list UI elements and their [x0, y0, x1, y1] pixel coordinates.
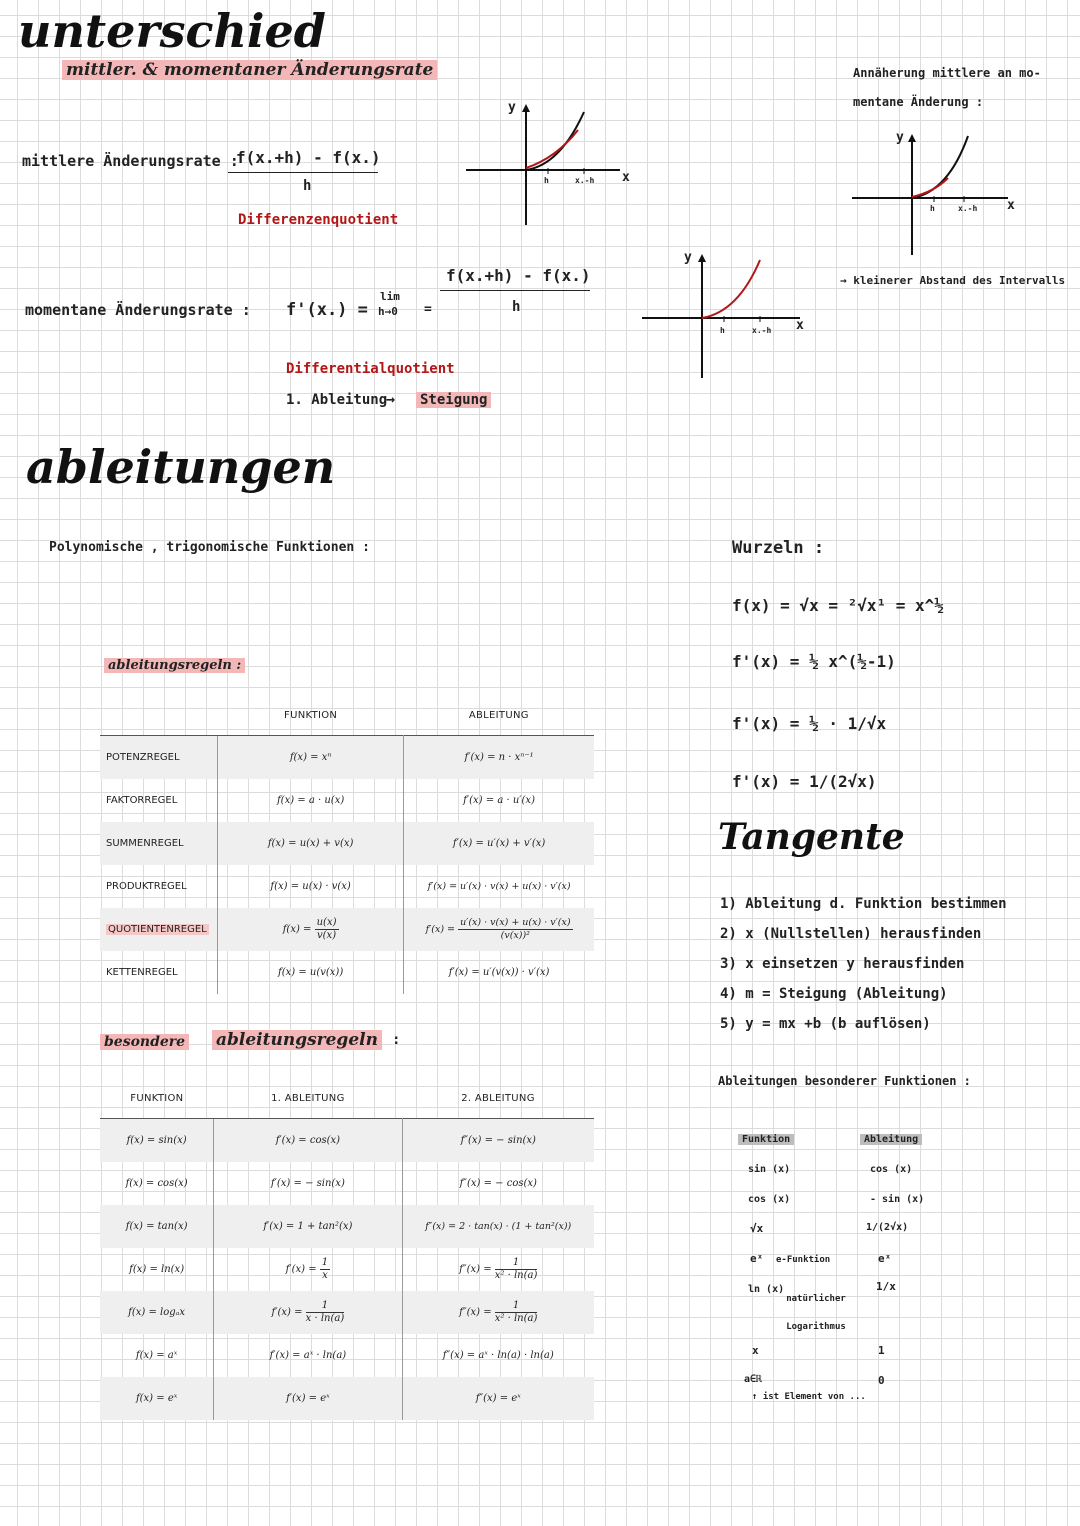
momentane-fraction-line — [440, 290, 590, 291]
special-function: f(x) = cos(x) — [125, 1177, 188, 1189]
besondere-row-function: eˣ — [750, 1252, 764, 1265]
mittlere-denominator: h — [303, 178, 312, 194]
fraction-numerator: u(x) — [316, 916, 337, 928]
besondere-row-derivative: eˣ — [878, 1252, 892, 1265]
differenzenquotient-label: Differenzenquotient — [238, 212, 399, 228]
ableitungsregeln-heading: ableitungsregeln : — [104, 658, 245, 673]
side-note-line2: mentane Änderung : — [853, 95, 984, 109]
fraction — [320, 1257, 330, 1282]
rules-col-derivative: ABLEITUNG — [468, 709, 529, 721]
momentane-fprime: f'(x.) = — [286, 300, 368, 320]
table-row — [100, 908, 594, 951]
besondere-col-ableitung: Ableitung — [860, 1134, 922, 1145]
element-of-note: ↑ ist Element von ... — [752, 1392, 866, 1402]
rule-name: FAKTORREGEL — [106, 794, 178, 806]
ableitungen-title: ableitungen — [26, 440, 336, 494]
special-col-second: 2. ABLEITUNG — [461, 1092, 535, 1104]
rule-name: KETTENREGEL — [106, 966, 178, 978]
besondere-row-function: ln (x) — [748, 1284, 785, 1295]
graph1-h-label: h — [544, 176, 549, 185]
rule-function-left: f(x) = — [282, 923, 312, 935]
graph1-x-label: x — [622, 170, 630, 185]
fraction-left: f″(x) = — [459, 1306, 492, 1318]
fraction-denominator: x · ln(a) — [305, 1312, 345, 1324]
fraction — [495, 1257, 538, 1282]
special-first-derivative: f′(x) = aˣ · ln(a) — [214, 1334, 402, 1377]
fraction-left: f′(x) = — [271, 1306, 303, 1318]
rule-derivative: f′(x) = u′(v(x)) · v′(x) — [448, 966, 550, 978]
table-row — [100, 1248, 594, 1291]
momentane-label: momentane Änderungsrate : — [25, 301, 251, 319]
special-function: f(x) = eˣ — [100, 1377, 214, 1420]
fraction-denominator: x² · ln(a) — [494, 1269, 538, 1281]
arrow-to-steigung: → — [386, 390, 396, 408]
lim-bottom: h→0 — [378, 305, 398, 318]
table-row — [100, 1291, 594, 1334]
table-row — [100, 1119, 594, 1162]
besondere-row-note: natürlicher Logarithmus — [786, 1294, 846, 1332]
table-row — [100, 1334, 594, 1377]
tangente-step: 1) Ableitung d. Funktion bestimmen — [720, 896, 1007, 912]
tangente-step: 3) x einsetzen y herausfinden — [720, 956, 965, 972]
wurzeln-line4: f'(x) = 1/(2√x) — [732, 772, 877, 791]
graph1-y-label: y — [508, 100, 516, 115]
besondere-col-funktion: Funktion — [738, 1134, 794, 1145]
rule-function: f(x) = u(x) + v(x) — [218, 822, 404, 865]
graph2-h-label: h — [720, 326, 725, 335]
fraction-numerator: 1 — [495, 1300, 538, 1313]
page-title: unterschied — [18, 4, 326, 58]
wurzeln-title: Wurzeln : — [732, 538, 825, 558]
rule-derivative-fraction — [458, 917, 572, 942]
rule-name — [100, 908, 218, 951]
rule-derivative: f′(x) = a · u′(x) — [463, 794, 535, 806]
table-row — [100, 1162, 594, 1205]
besondere-row-function: a∈ℝ — [744, 1374, 763, 1385]
besondere-row-derivative: cos (x) — [870, 1164, 913, 1175]
secant-graph — [460, 100, 640, 230]
special-second-derivative: f″(x) = − sin(x) — [402, 1119, 594, 1162]
special-second-derivative: f″(x) = − cos(x) — [459, 1177, 537, 1189]
lim-top: lim — [380, 290, 400, 303]
graph2-y-label: y — [684, 250, 692, 265]
tangente-step: 4) m = Steigung (Ableitung) — [720, 986, 948, 1002]
fraction-denominator: (v(x))² — [500, 929, 530, 941]
fraction-left: f′(x) = — [285, 1263, 317, 1275]
special-function: f(x) = sin(x) — [100, 1119, 214, 1162]
tangente-title: Tangente — [718, 816, 905, 858]
rule-function-fraction — [315, 917, 339, 942]
fraction-denominator: x² · ln(a) — [494, 1312, 538, 1324]
differentialquotient-label: Differentialquotient — [286, 361, 455, 377]
rule-derivative — [404, 908, 594, 951]
momentane-denominator: h — [512, 299, 521, 315]
graph3-y-label: y — [896, 130, 904, 145]
wurzeln-line2: f'(x) = ½ x^(½-1) — [732, 652, 896, 671]
special-function: f(x) = ln(x) — [129, 1263, 185, 1275]
besondere-row-function: √x — [750, 1222, 764, 1235]
fraction — [495, 1300, 538, 1325]
table-row — [100, 822, 594, 865]
ableitung-label: 1. Ableitung — [286, 392, 388, 408]
rules-table — [100, 695, 594, 994]
table-row — [100, 779, 594, 822]
rule-function: f(x) = a · u(x) — [218, 779, 404, 822]
special-first-derivative: f′(x) = − sin(x) — [214, 1162, 402, 1205]
special-second-derivative: f″(x) = eˣ — [402, 1377, 594, 1420]
steigung-label: Steigung — [416, 392, 491, 408]
special-second-derivative — [402, 1291, 594, 1334]
approximation-graph — [848, 130, 1028, 260]
special-col-first: 1. ABLEITUNG — [271, 1092, 345, 1104]
besondere-row-derivative: 1/(2√x) — [866, 1222, 909, 1233]
mittlere-numerator: f(x.+h) - f(x.) — [236, 148, 381, 167]
graph3-x-label: x — [1007, 198, 1015, 213]
special-first-derivative: f′(x) = eˣ — [214, 1377, 402, 1420]
rule-derivative-left: f′(x) = — [425, 923, 456, 935]
mittlere-label: mittlere Änderungsrate : — [22, 152, 239, 170]
table-row — [100, 865, 594, 908]
besondere-row-function: cos (x) — [748, 1194, 791, 1205]
special-first-derivative — [214, 1248, 402, 1291]
special-function: f(x) = tan(x) — [100, 1205, 214, 1248]
wurzeln-line3: f'(x) = ½ · 1/√x — [732, 714, 887, 733]
special-first-derivative: f′(x) = cos(x) — [214, 1119, 402, 1162]
fraction-numerator: 1 — [306, 1300, 345, 1313]
tangente-step: 5) y = mx +b (b auflösen) — [720, 1016, 931, 1032]
kleiner-abstand-note: → kleinerer Abstand des Intervalls — [840, 274, 1066, 287]
besondere-row-derivative: 0 — [878, 1374, 885, 1387]
rule-name: POTENZREGEL — [100, 736, 218, 779]
momentane-numerator: f(x.+h) - f(x.) — [446, 266, 591, 285]
rule-derivative: f′(x) = u′(x) + v′(x) — [404, 822, 594, 865]
graph2-x-label: x — [796, 318, 804, 333]
fraction-denominator: v(x) — [317, 929, 337, 941]
besondere-funktionen-title: Ableitungen besonderer Funktionen : — [718, 1074, 971, 1088]
special-rules-table — [100, 1078, 594, 1420]
special-function: f(x) = aˣ — [135, 1349, 178, 1361]
rule-function — [218, 908, 404, 951]
besondere-row-note: e-Funktion — [776, 1255, 831, 1265]
besondere-row-function: x — [752, 1344, 759, 1357]
graph3-h-label: h — [930, 204, 935, 213]
special-first-derivative — [214, 1291, 402, 1334]
special-second-derivative — [402, 1248, 594, 1291]
besondere-row-derivative: - sin (x) — [870, 1194, 925, 1205]
rule-derivative: f′(x) = u′(x) · v(x) + u(x) · v′(x) — [427, 880, 571, 892]
rule-function: f(x) = xⁿ — [218, 736, 404, 779]
page-subtitle: mittler. & momentaner Änderungsrate — [62, 60, 437, 80]
table-row — [100, 1377, 594, 1420]
side-note-line1: Annäherung mittlere an mo- — [853, 66, 1041, 80]
graph3-xh-label: x.-h — [958, 204, 978, 213]
table-row — [100, 951, 594, 994]
special-first-derivative: f′(x) = 1 + tan²(x) — [214, 1205, 402, 1248]
fraction-denominator: x — [322, 1269, 328, 1281]
rule-name: PRODUKTREGEL — [106, 880, 187, 892]
mittlere-fraction-line — [228, 172, 378, 173]
tangent-graph — [640, 250, 820, 385]
rule-function: f(x) = u(x) · v(x) — [218, 865, 404, 908]
table-row — [100, 736, 594, 779]
lim-equals: = — [424, 302, 432, 317]
besondere-heading-b: ableitungsregeln — [212, 1030, 382, 1050]
besondere-heading-colon: : — [392, 1032, 401, 1048]
rule-derivative: f′(x) = n · xⁿ⁻¹ — [404, 736, 594, 779]
fraction-left: f″(x) = — [459, 1263, 492, 1275]
graph2-xh-label: x.-h — [752, 326, 772, 335]
fraction — [306, 1300, 345, 1325]
quotientenregel-highlight: QUOTIENTENREGEL — [108, 923, 207, 935]
special-col-function: FUNKTION — [130, 1092, 184, 1104]
besondere-row-derivative: 1/x — [876, 1280, 896, 1293]
fraction-numerator: 1 — [321, 1256, 329, 1268]
besondere-row-function: sin (x) — [748, 1164, 791, 1175]
rules-col-function: FUNKTION — [284, 709, 338, 721]
fraction-numerator: u′(x) · v(x) + u(x) · v′(x) — [460, 916, 571, 928]
tangente-step: 2) x (Nullstellen) herausfinden — [720, 926, 982, 942]
besondere-heading-a: besondere — [100, 1034, 189, 1050]
special-second-derivative: f″(x) = 2 · tan(x) · (1 + tan²(x)) — [402, 1205, 594, 1248]
table-row — [100, 1205, 594, 1248]
special-second-derivative: f″(x) = aˣ · ln(a) · ln(a) — [442, 1349, 554, 1361]
besondere-row-derivative: 1 — [878, 1344, 885, 1357]
rule-name: SUMMENREGEL — [100, 822, 218, 865]
wurzeln-line1: f(x) = √x = ²√x¹ = x^½ — [732, 596, 944, 615]
fraction-numerator: 1 — [495, 1257, 538, 1270]
ableitungen-subtitle: Polynomische , trigonomische Funktionen : — [49, 540, 370, 555]
special-function: f(x) = logₐx — [100, 1291, 214, 1334]
graph1-xh-label: x.-h — [575, 176, 595, 185]
rule-function: f(x) = u(v(x)) — [218, 951, 404, 994]
